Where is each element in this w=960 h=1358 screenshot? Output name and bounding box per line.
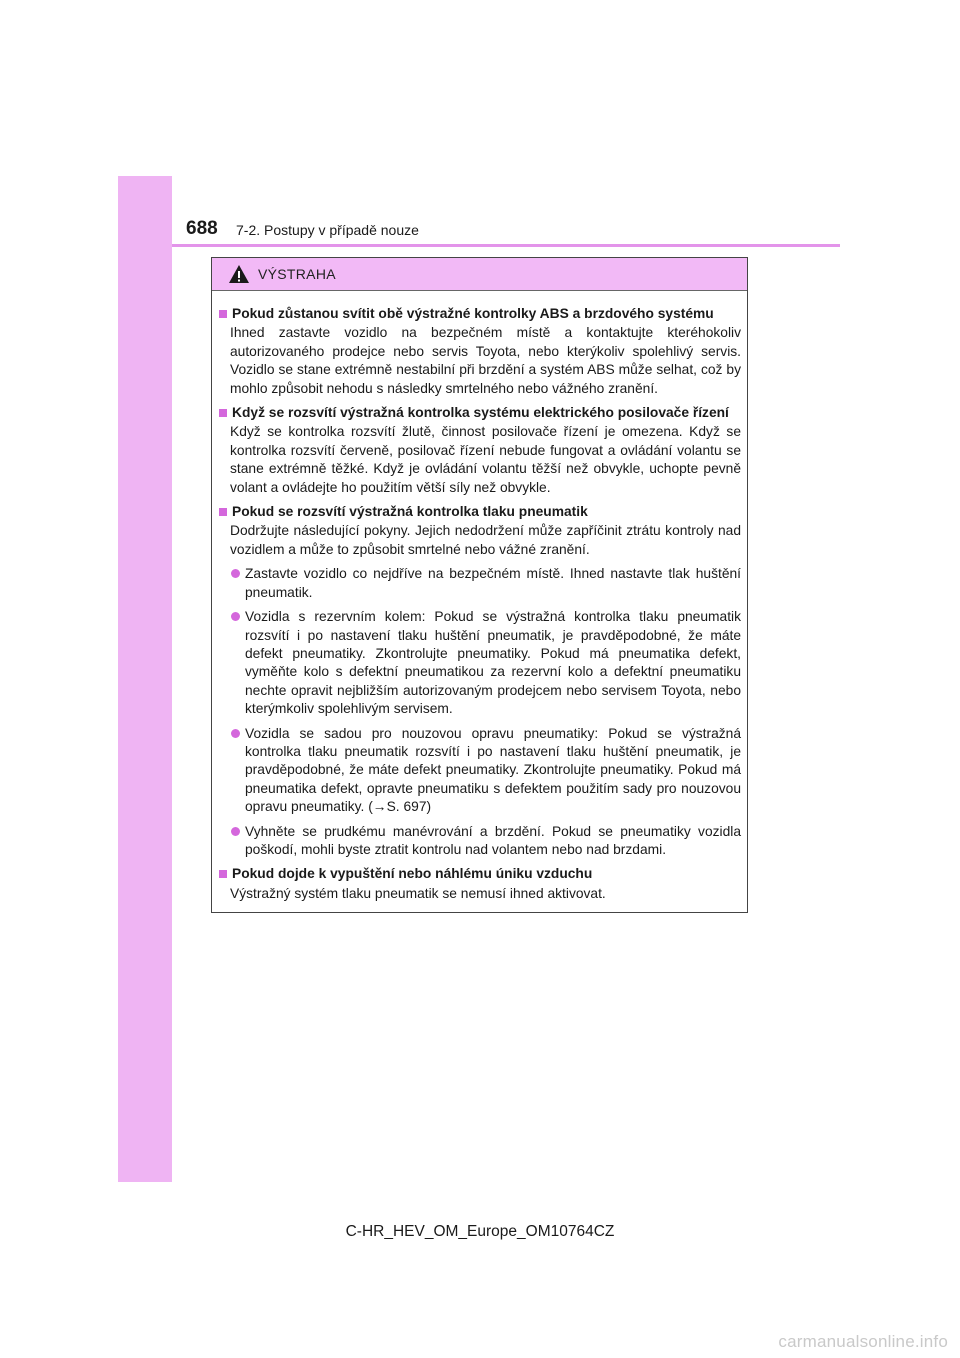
list-item — [230, 823, 741, 860]
chapter-tab-sidebar — [118, 176, 172, 1182]
section-text: Ihned zastavte vozidlo na bezpečném místě a kontaktujte kteréhokoliv autorizovaného prodejce nebo servis Toyota, nebo kterýkoliv spolehlivý servis. Vozidlo se stane extrémně nestabilní při brzdění a systém ABS může selhat, což by mohlo způsobit nehodu s následky smrtelného nebo vážného zranění. — [230, 325, 741, 396]
document-code: C-HR_HEV_OM_Europe_OM10764CZ — [345, 1223, 615, 1240]
list-item — [230, 565, 741, 602]
round-bullet-icon — [231, 827, 240, 836]
warning-triangle-icon — [228, 264, 250, 284]
section-heading — [218, 865, 741, 883]
header-divider — [172, 244, 840, 247]
square-bullet-icon — [219, 870, 227, 878]
section-heading — [218, 503, 741, 521]
watermark: carmanualsonline.info — [778, 1332, 948, 1351]
square-bullet-icon — [219, 310, 227, 318]
bullet-text: Vyhněte se prudkému manévrování a brzdění. Pokud se pneumatiky vozidla poškodí, mohli byste ztratit kontrolu nad volantem nebo nad brzdami. — [245, 823, 741, 857]
section-text: Když se kontrolka rozsvítí žlutě, činnost posilovače řízení je omezena. Když se kontrolka rozsvítí červeně, posilovač řízení nebude fungovat a ovládání volantu se stane extrémně těžké. Když je ovládání volantu těžší než obvykle, uchopte pevně volant a ovládejte ho použitím větší síly než obvykle. — [230, 424, 741, 495]
bullet-text: Vozidla se sadou pro nouzovou opravu pneumatiky: Pokud se výstražná kontrolka tlaku pneumatik rozsvítí i po nastavení tlaku huštění pneumatik, je pravděpodobné, že máte defekt pneumatiky. Zkontrolujte pneumatiky. Pokud má pneumatika defekt, opravte pneumatiku s defektem použitím sady pro nouzovou opravu pneumatiky. (→S. 697) — [245, 725, 741, 815]
section-text: Výstražný systém tlaku pneumatik se nemusí ihned aktivovat. — [230, 885, 606, 901]
round-bullet-icon — [231, 612, 240, 621]
round-bullet-icon — [231, 729, 240, 738]
section-title: 7-2. Postupy v případě nouze — [236, 222, 419, 238]
square-bullet-icon — [219, 409, 227, 417]
page-number: 688 — [186, 218, 218, 239]
section-text: Dodržujte následující pokyny. Jejich nedodržení může zapříčinit ztrátu kontroly nad vozidlem a může to způsobit smrtelné nebo vážné zranění. — [230, 523, 741, 557]
section-heading — [218, 404, 741, 422]
warning-body — [212, 291, 747, 903]
bullet-text: Vozidla s rezervním kolem: Pokud se výstražná kontrolka tlaku pneumatik rozsvítí i po nastavení tlaku huštění pneumatik, je pravděpodobné, že máte defekt pneumatiky. Zkontrolujte pneumatiky. Pokud má pneumatika defekt, vyměňte kolo s defektní pneumatikou za rezervní kolo a defektní pneumatiku nechte opravit nejbližším autorizovaným prodejcem nebo servisem Toyota, nebo kterýmkoliv spolehlivým servisem. — [245, 609, 741, 717]
list-item — [230, 608, 741, 718]
list-item — [230, 725, 741, 817]
warning-header — [212, 258, 747, 291]
heading-text: Pokud dojde k vypuštění nebo náhlému úniku vzduchu — [232, 866, 593, 882]
warning-title: VÝSTRAHA — [258, 266, 336, 282]
square-bullet-icon — [219, 508, 227, 516]
bullet-text: Zastavte vozidlo co nejdříve na bezpečném místě. Ihned nastavte tlak huštění pneumatik. — [245, 566, 741, 600]
heading-text: Pokud se rozsvítí výstražná kontrolka tlaku pneumatik — [232, 504, 588, 520]
warning-box — [211, 257, 748, 913]
heading-text: Když se rozsvítí výstražná kontrolka systému elektrického posilovače řízení — [232, 405, 729, 421]
heading-text: Pokud zůstanou svítit obě výstražné kontrolky ABS a brzdového systému — [232, 306, 714, 321]
round-bullet-icon — [231, 569, 240, 578]
section-heading — [218, 305, 741, 323]
